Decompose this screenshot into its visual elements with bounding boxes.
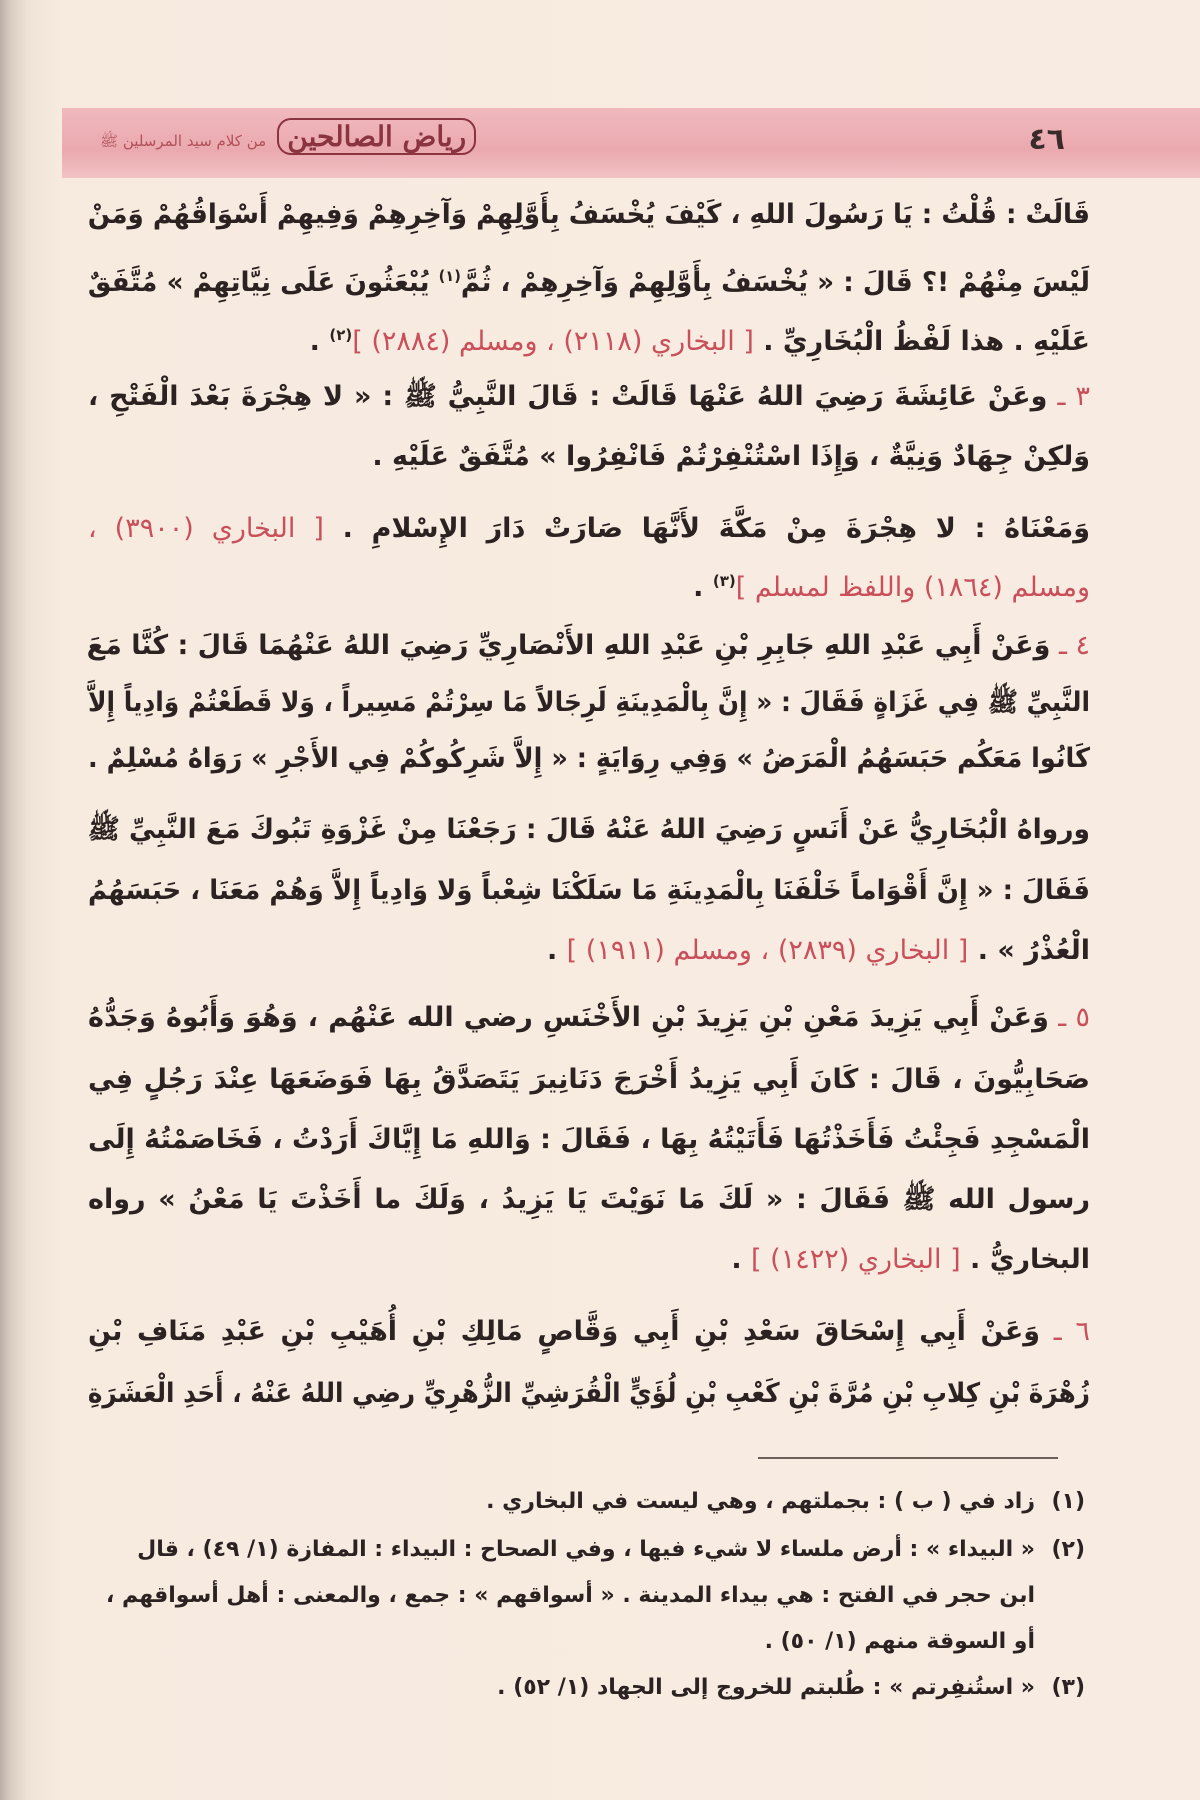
text-segment: وَلكِنْ جِهَادٌ وَنِيَّةٌ ، وَإِذَا اسْتُنْفِرْتُمْ فَانْفِرُوا » مُتَّفَقٌ عَلَيْهِ . — [372, 441, 1090, 472]
text-segment: وَعَنْ أَبِي عَبْدِ اللهِ جَابِرِ بْنِ عَبْدِ اللهِ الأَنْصَارِيِّ رَضِيَ اللهُ عَنْهُمَا قَالَ : كُنَّا مَعَ — [86, 630, 1051, 661]
footnote-ref: (٢) — [329, 326, 353, 344]
text-line — [88, 808, 1090, 852]
text-line — [88, 507, 1090, 551]
citation: [ البخاري (١٤٢٢) ] — [751, 1244, 961, 1275]
footnote-text: ابن حجر في الفتح : هي بيداء المدينة . « أسواقهم » : جمع ، والمعنى : أهل أسواقهم ، — [106, 1583, 1035, 1608]
text-segment: . — [309, 326, 330, 357]
citation: ٣ ـ — [1047, 381, 1090, 412]
footnote-ref: (١) — [438, 267, 461, 285]
text-segment: النَّبِيِّ ﷺ فِي غَزَاةٍ فَقَالَ : « إِنَّ بِالْمَدِينَةِ لَرِجَالاً مَا سِرْتُمْ مَسِيراً ، وَلا قَطَعْتُمْ وَادِياً إِلاَّ — [88, 687, 1090, 718]
footnote-line — [85, 1624, 1035, 1660]
page-number: ٤٦ — [1028, 122, 1065, 157]
text-segment: وعَنْ عَائِشَةَ رَضِيَ اللهُ عَنْهَا قَالَتْ : قَالَ النَّبِيُّ ﷺ : « لا هِجْرَةَ بَعْدَ الْفَتْحِ ، — [88, 381, 1048, 412]
text-line — [88, 559, 1090, 610]
footnote-number: (٣) — [1051, 1675, 1085, 1700]
text-segment: زُهْرَةَ بْنِ كِلابِ بْنِ مُرَّةَ بْنِ كَعْبِ بْنِ لُؤَيٍّ الْقُرَشِيِّ الزُّهْرِيِّ رضِي اللهُ عَنْهُ ، أَحَدِ الْعَشَرَةِ — [87, 1378, 1091, 1409]
text-segment: كَانُوا مَعَكُم حَبَسَهُمُ الْمَرَضُ » وَفِي رِوَايَةٍ : « إِلاَّ شَرِكُوكُمْ فِي الأَجْرِ » رَوَاهُ مُسْلِمٌ . — [88, 743, 1090, 774]
text-segment: البخاريُّ . — [960, 1244, 1090, 1275]
footnote-line — [85, 1670, 1085, 1706]
text-line — [88, 1118, 1090, 1162]
text-segment: صَحَابِيُّونَ ، قَالَ : كَانَ أَبِي يَزِيدُ أَخْرَجَ دَنَانِيرَ يَتَصَدَّقُ بِهَا فَوَضَعَهَا عِنْدَ رَجُلٍ فِي — [88, 1064, 1090, 1095]
footnote-line — [85, 1532, 1085, 1568]
text-segment: رسول الله ﷺ فَقَالَ : « لَكَ مَا نَوَيْتَ يَا يَزِيدُ ، وَلَكَ ما أَخَذْتَ يَا مَعْنُ » رواه — [88, 1184, 1090, 1215]
book-subtitle: من كلام سيد المرسلين ﷺ — [100, 132, 267, 150]
citation: [ البخاري (٢١١٨) ، ومسلم (٢٨٨٤) ] — [352, 326, 754, 357]
text-line — [88, 254, 1090, 305]
footnote-number: (١) — [1051, 1489, 1085, 1514]
text-line — [88, 869, 1090, 913]
text-line — [88, 737, 1090, 781]
footnote-number: (٢) — [1051, 1537, 1085, 1562]
text-segment: عَلَيْهِ . هذا لَفْظُ الْبُخَارِيِّ . — [753, 326, 1090, 357]
text-line — [88, 313, 1090, 364]
text-line — [88, 624, 1090, 668]
text-segment: ورواهُ الْبُخَارِيُّ عَنْ أَنَسٍ رَضِيَ اللهُ عَنْهُ قَالَ : رَجَعْنَا مِنْ غَزْوَةِ تَبُوكَ مَعَ النَّبِيِّ ﷺ — [87, 814, 1090, 845]
text-segment: يُبْعَثُونَ عَلَى نِيَّاتِهِمْ » مُتَّفَقٌ — [87, 267, 439, 298]
text-segment: الْمَسْجِدِ فَجِئْتُ فَأَخَذْتُهَا فَأَتَيْتُهُ بِهَا ، فَقَالَ : وَاللهِ مَا إِيَّاكَ أَرَدْتُ ، فَخَاصَمْتُهُ إِلَى — [88, 1124, 1090, 1155]
citation: ٥ ـ — [1048, 1002, 1090, 1033]
citation: [ البخاري (٣٩٠٠) ، — [88, 513, 324, 544]
book-title-logo — [100, 120, 476, 154]
book-title: رياض الصالحين — [277, 118, 476, 155]
text-line — [88, 929, 1090, 973]
text-line — [88, 375, 1090, 419]
text-segment: وَمَعْنَاهُ : لا هِجْرَةَ مِنْ مَكَّةَ لأَنَّهَا صَارَتْ دَارَ الإِسْلامِ . — [323, 513, 1090, 544]
footnote-divider — [758, 1457, 1058, 1459]
footnote-line — [85, 1578, 1035, 1614]
footnote-text: زاد في ( ب ) : بجملتهم ، وهي ليست في البخاري . — [486, 1489, 1035, 1514]
text-line — [88, 1238, 1090, 1282]
citation: [ البخاري (٢٨٣٩) ، ومسلم (١٩١١) ] — [566, 935, 969, 966]
footnote-text: أو السوقة منهم (١/ ٥٠) . — [764, 1629, 1035, 1654]
text-segment: وَعَنْ أَبِي إِسْحَاقَ سَعْدِ بْنِ أَبِي وَقَّاصٍ مَالِكِ بْنِ أُهَيْبِ بْنِ عَبْدِ مَنَافِ بْنِ — [88, 1316, 1041, 1347]
text-line — [88, 996, 1090, 1040]
text-line — [88, 435, 1090, 479]
text-segment: . — [547, 935, 567, 966]
text-segment: الْعُذْرُ » . — [968, 935, 1090, 966]
citation: ٦ ـ — [1040, 1316, 1090, 1347]
footnote-ref: (٣) — [712, 572, 736, 590]
citation: ٤ ـ — [1050, 630, 1090, 661]
text-segment: وَعَنْ أَبِي يَزِيدَ مَعْنِ بْنِ يَزِيدَ بْنِ الأَخْنَسِ رضي الله عَنْهُم ، وَهُوَ وَأَبُوهُ وَجَدُّهُ — [88, 1002, 1049, 1033]
text-segment: . — [693, 572, 713, 603]
footnote-line — [85, 1484, 1085, 1520]
text-line — [88, 1058, 1090, 1102]
text-line — [88, 681, 1090, 725]
text-segment: قَالَتْ : قُلْتُ : يَا رَسُولَ اللهِ ، كَيْفَ يُخْسَفُ بِأَوَّلِهِمْ وَآخِرِهِمْ وَفِيهِمْ أَسْوَاقُهُمْ وَمَنْ — [87, 199, 1090, 230]
text-segment: لَيْسَ مِنْهُمْ !؟ قَالَ : « يُخْسَفُ بِأَوَّلِهِمْ وَآخِرِهِمْ ، ثُمَّ — [460, 267, 1090, 298]
citation: ومسلم (١٨٦٤) واللفظ لمسلم ] — [735, 572, 1090, 603]
text-line — [88, 193, 1090, 237]
footnote-text: « استُنفِرتم » : طُلبتم للخروج إلى الجهاد (١/ ٥٢) . — [497, 1675, 1035, 1700]
text-line — [88, 1310, 1090, 1354]
text-segment: . — [731, 1244, 752, 1275]
text-line — [88, 1372, 1090, 1416]
text-segment: فَقَالَ : « إِنَّ أَقْوَاماً خَلْفَنَا بِالْمَدِينَةِ مَا سَلَكْنَا شِعْباً وَلا وَادِياً إِلاَّ وَهُمْ مَعَنَا ، حَبَسَهُمُ — [88, 875, 1091, 906]
text-line — [88, 1178, 1090, 1222]
footnote-text: « البيداء » : أرض ملساء لا شيء فيها ، وفي الصحاح : البيداء : المفازة (١/ ٤٩) ، قال — [137, 1537, 1035, 1562]
